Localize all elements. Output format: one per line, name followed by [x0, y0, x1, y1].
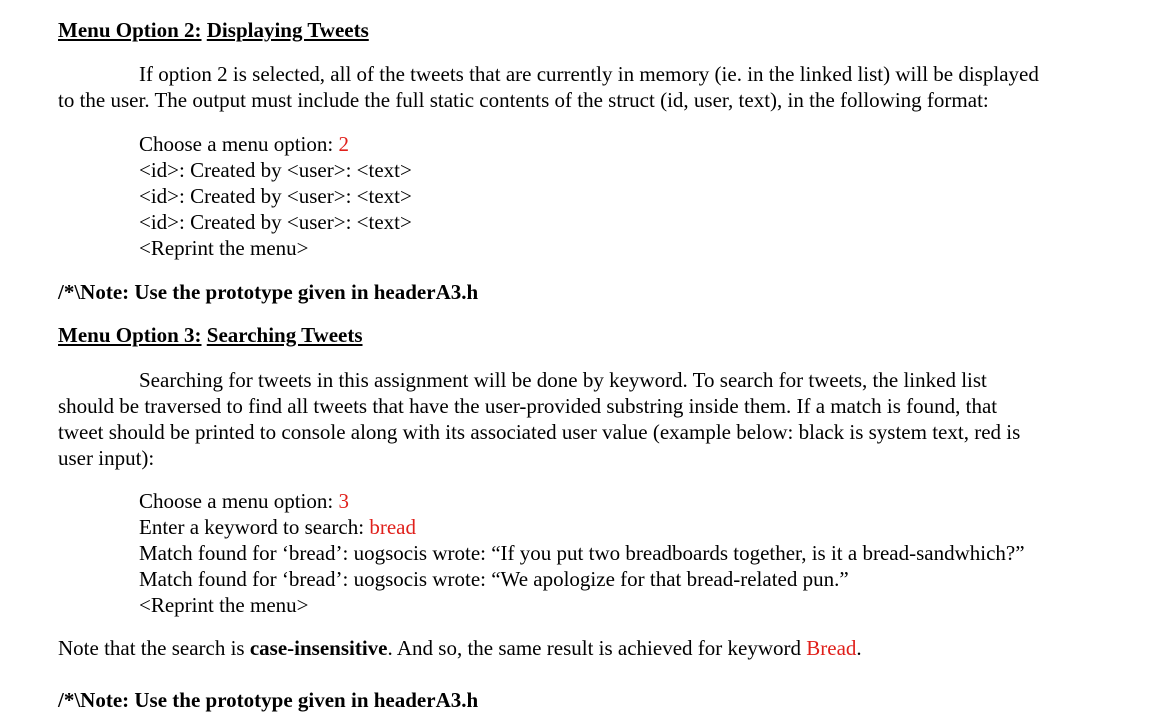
section3-prototype-note: /*\Note: Use the prototype given in headerA3.h	[58, 688, 479, 712]
section3-paragraph-line2: should be traversed to find all tweets that have the user-provided substring inside them. If a match is found, that	[58, 394, 998, 418]
section3-example-prompt: Choose a menu option:	[139, 489, 339, 513]
section3-example-reprint: <Reprint the menu>	[139, 593, 309, 617]
section3-heading-prefix: Menu Option 3:	[58, 323, 202, 347]
section3-paragraph-line1: Searching for tweets in this assignment will be done by keyword. To search for tweets, the linked list	[139, 368, 987, 392]
section3-example-match: Match found for ‘bread’: uogsocis wrote: “If you put two breadboards together, is it a bread-sandwhich?”	[139, 541, 1025, 565]
section2-paragraph-line1: If option 2 is selected, all of the tweets that are currently in memory (ie. in the linked list) will be displayed	[139, 62, 1039, 86]
section3-example-keyword-line	[139, 514, 416, 540]
section2-paragraph-line2: to the user. The output must include the full static contents of the struct (id, user, text), in the following format:	[58, 88, 989, 112]
section2-example-reprint: <Reprint the menu>	[139, 236, 309, 260]
section3-case-note	[58, 635, 862, 661]
case-note-mid: . And so, the same result is achieved for keyword	[387, 636, 807, 660]
section3-example-prompt-line	[139, 488, 349, 514]
section2-example-row: <id>: Created by <user>: <text>	[139, 158, 412, 182]
section3-example-keyword-prompt: Enter a keyword to search:	[139, 515, 370, 539]
section3-paragraph-line3: tweet should be printed to console along with its associated user value (example below: black is system text, red is	[58, 420, 1021, 444]
section2-heading-prefix: Menu Option 2:	[58, 18, 202, 42]
case-note-end: .	[856, 636, 862, 660]
section2-heading	[58, 17, 369, 43]
section3-heading	[58, 322, 363, 348]
section3-example-input: 3	[338, 489, 349, 513]
section2-example-input: 2	[338, 132, 349, 156]
section3-paragraph-line4: user input):	[58, 446, 155, 470]
section2-heading-title: Displaying Tweets	[206, 18, 369, 42]
case-note-pre: Note that the search is	[58, 636, 250, 660]
section3-example-match: Match found for ‘bread’: uogsocis wrote: “We apologize for that bread-related pun.”	[139, 567, 849, 591]
section2-example-prompt: Choose a menu option:	[139, 132, 339, 156]
section2-example-row: <id>: Created by <user>: <text>	[139, 210, 412, 234]
case-note-keyword: Bread	[806, 636, 857, 660]
case-note-bold: case-insensitive	[249, 636, 388, 660]
section2-example-row: <id>: Created by <user>: <text>	[139, 184, 412, 208]
section3-heading-title: Searching Tweets	[206, 323, 363, 347]
section2-prototype-note: /*\Note: Use the prototype given in headerA3.h	[58, 280, 479, 304]
section3-example-keyword-input: bread	[369, 515, 416, 539]
section2-example-prompt-line	[139, 131, 349, 157]
